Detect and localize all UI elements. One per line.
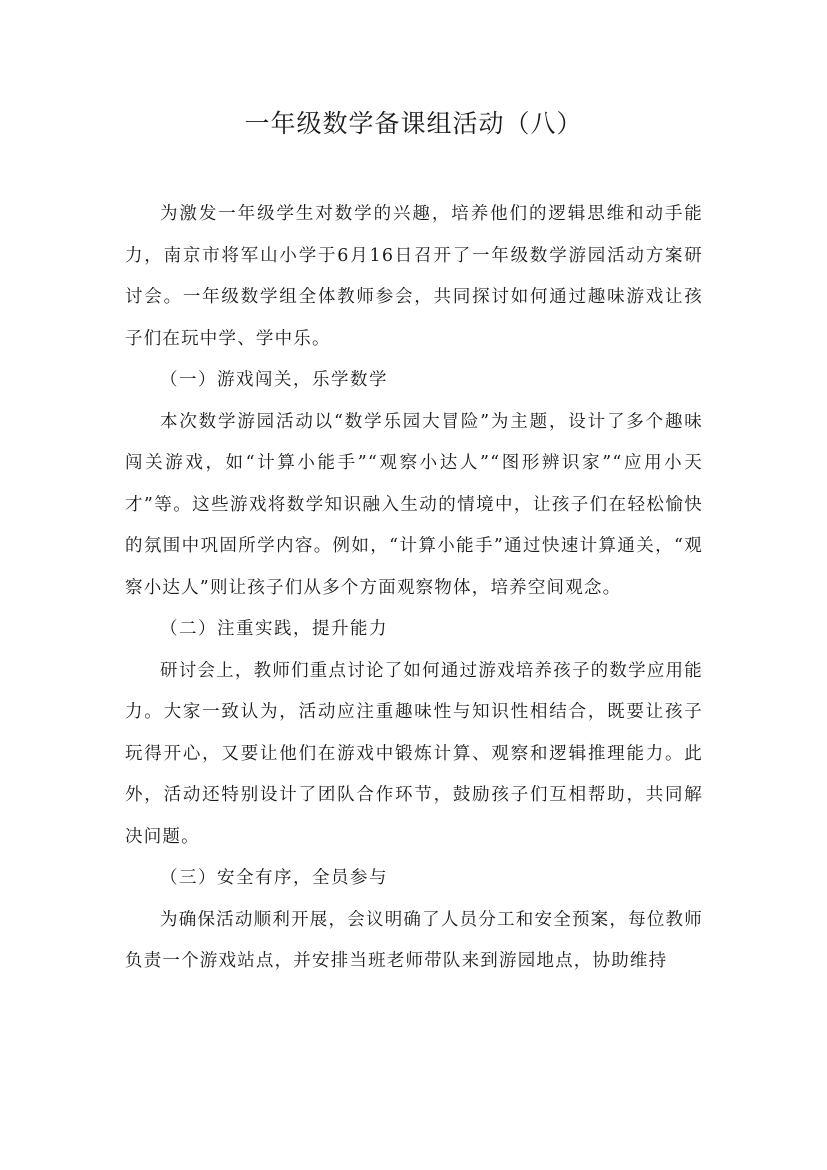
section-heading-1: （一）游戏闯关，乐学数学: [160, 370, 388, 390]
document-body: [125, 194, 703, 983]
section-heading-3: （三）安全有序，全员参与: [160, 868, 388, 888]
intro-paragraph: 为激发一年级学生对数学的兴趣，培养他们的逻辑思维和动手能力，南京市将军山小学于6月16日召开了一年级数学游园活动方案研讨会。一年级数学组全体教师参会，共同探讨如何通过趣味游戏让孩子们在玩中学、学中乐。: [125, 204, 703, 349]
document-title: 一年级数学备课组活动（八）: [244, 109, 583, 138]
section-2-paragraph: 研讨会上，教师们重点讨论了如何通过游戏培养孩子的数学应用能力。大家一致认为，活动应注重趣味性与知识性相结合，既要让孩子玩得开心，又要让他们在游戏中锻炼计算、观察和逻辑推理能力。此外，活动还特别设计了团队合作环节，鼓励孩子们互相帮助，共同解决问题。: [125, 660, 703, 847]
section-3-paragraph: 为确保活动顺利开展，会议明确了人员分工和安全预案，每位教师负责一个游戏站点，并安排当班老师带队来到游园地点，协助维持: [125, 909, 703, 971]
section-1-paragraph: 本次数学游园活动以“数学乐园大冒险”为主题，设计了多个趣味闯关游戏，如“计算小能手”“观察小达人”“图形辨识家”“应用小天才”等。这些游戏将数学知识融入生动的情境中，让孩子们在轻松愉快的氛围中巩固所学内容。例如，“计算小能手”通过快速计算通关，“观察小达人”则让孩子们从多个方面观察物体，培养空间观念。: [125, 411, 703, 598]
section-heading-2: （二）注重实践，提升能力: [160, 619, 388, 639]
